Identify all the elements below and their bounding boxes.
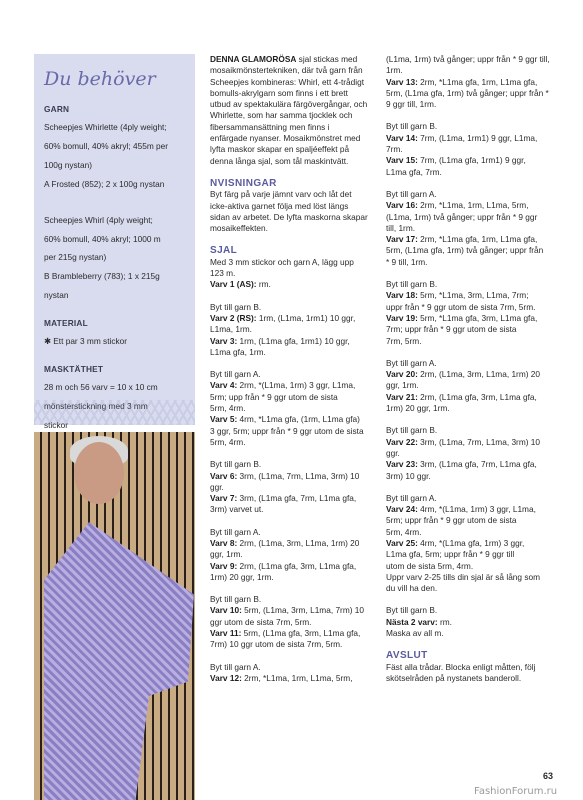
pattern-row [386,369,556,380]
text-line: nystan [44,289,69,300]
pattern-row [386,617,556,628]
row-label: Varv 20: [386,369,418,380]
text-line: mosaikmönstertekniken, där två garn från [210,65,363,76]
garn2-text [44,215,186,301]
yarn-change-note: Byt till garn B. [210,594,262,605]
pattern-row [386,459,556,470]
row-label: Varv 4: [210,380,238,391]
knit-texture-strip [34,400,195,425]
text-line: Scheepjes kombineras: Whirl, ett 4-trådigt [210,76,365,87]
pattern-row [386,392,556,403]
row-label: Varv 24: [386,504,418,515]
row-text: 7rm, (L1ma gfa, 1rm1) 9 ggr, [417,155,526,166]
row-text-line: 7rm, 5rm. [386,335,422,346]
row-text-line: 5rm, 4rm. [210,403,246,414]
row-label: Varv 2 (RS): [210,312,257,323]
row-label: Varv 23: [386,459,418,470]
pattern-row [210,313,378,324]
text-line: stickor [44,419,68,430]
row-text-line: 7rm. [386,144,403,155]
row-text: 3rm, (L1ma gfa, 7rm, L1ma gfa, [237,493,357,504]
pattern-row [386,54,556,65]
row-text-line: 1rm. [386,65,403,76]
sidebar-title: Du behöver [44,68,156,90]
shawl-shape [44,522,194,800]
row-label: Varv 11: [210,628,242,639]
row-text-line: ggr, 1rm. [386,380,419,391]
pattern-row [210,336,378,347]
page-number: 63 [543,771,554,781]
pattern-row [386,290,556,301]
pattern-row [210,493,378,504]
text-line: mönsterstickning med 3 mm [44,400,148,411]
row-text-line: uppr från * 9 ggr utom de sista 7rm, 5rm. [386,301,536,312]
row-text-line: 1rm) 20 ggr, 1rm. [386,403,450,414]
pattern-row [386,200,556,211]
shawl-cast-on [210,257,378,280]
row-label: Nästa 2 varv: [386,616,438,627]
row-text: 2rm, *L1ma gfa, 1rm, L1ma gfa, [417,234,538,245]
row-label: Varv 16: [386,200,418,211]
text-line: icke-aktiva garnet följa med löst längs [210,200,349,211]
row-text-line: (L1ma, 1rm) två gånger; uppr från * 9 ggr [386,211,538,222]
gauge-heading: MASKTÄTHET [44,363,104,374]
text-line: per 215g nystan) [44,252,107,263]
instructions-text [210,189,378,234]
row-label: Varv 18: [386,290,418,301]
pattern-row [386,313,556,324]
row-text-line: utom de sista 5rm, 4rm. [386,560,474,571]
pattern-row [386,504,556,515]
pattern-row [386,155,556,166]
row-text-line: 5rm; upp från * 9 ggr utom de sista [210,391,338,402]
yarn-change-note: Byt till garn B. [210,301,262,312]
yarn-change-note: Byt till garn B. [386,605,438,616]
row-text: rm. [437,616,452,627]
yarn-change-note: Byt till garn A. [210,369,261,380]
intro-first-line [210,54,378,65]
text-line: 60% bomull, 40% akryl; 1000 m [44,233,161,244]
site-watermark: FashionForum.ru [474,786,558,797]
text-line: Byt färg på varje jämnt varv och låt det [210,189,352,200]
text-line: lyfta maskor skapar en spaljéeffekt på [210,144,350,155]
row-text: 3rm, (L1ma, 7rm, L1ma, 3rm) 10 [417,436,541,447]
row-text: 2rm, (L1ma, 3rm, L1ma, 1rm) 20 [237,537,360,548]
row-text-line: * 9 till, 1rm. [386,256,428,267]
row-text: rm. [256,279,271,290]
row-label: Varv 13: [386,76,418,87]
row-text-line: 5rm, 4rm. [386,526,422,537]
row-text-line: L1ma gfa, 7rm. [386,166,442,177]
row-text-line: 3rm) varvet ut. [210,504,264,515]
materials-sidebar [34,54,195,430]
row-text: 2rm, *L1ma, 1rm, L1ma, 5rm, [241,672,353,683]
intro-lead-rest: sjal stickas med [296,54,358,64]
text-line: 28 m och 56 varv = 10 x 10 cm [44,382,158,393]
row-text: 5rm, (L1ma gfa, 3rm, L1ma gfa, [241,628,361,639]
pattern-row [210,279,378,290]
row-label: Varv 15: [386,155,418,166]
col1-rows [210,279,378,684]
pattern-row [386,77,556,88]
row-label: Varv 19: [386,312,418,323]
row-label: Varv 1 (AS): [210,279,257,290]
pattern-row [386,437,556,448]
row-label: Varv 22: [386,436,418,447]
row-label: Varv 10: [210,605,242,616]
column-2 [386,54,556,684]
row-text: 7rm, (L1ma, 1rm1) 9 ggr, L1ma, [417,132,538,143]
yarn-change-note: Byt till garn B. [386,121,438,132]
row-text-line: till, 1rm. [386,222,416,233]
row-text-line: L1ma gfa, 1rm. [210,346,266,357]
text-line: Fäst alla trådar. Blocka enligt måtten, följ [386,661,536,672]
intro-text [210,65,378,167]
row-text-line: 7rm; uppr från * 9 ggr utom de sista [386,324,517,335]
row-text-line: 5rm, (L1ma gfa, 1rm) två gånger; uppr från [386,245,544,256]
yarn-change-note: Byt till garn A. [386,492,437,503]
row-text: 5rm, *L1ma, 3rm, L1ma, 7rm; [417,290,529,301]
text-line: 100g nystan) [44,159,92,170]
row-text: 4rm, *L1ma gfa, (1rm, L1ma gfa) [237,414,360,425]
row-text-line: ggr utom de sista 7rm, 5rm. [210,616,312,627]
pattern-row [210,605,378,616]
row-label: Varv 9: [210,560,238,571]
text-line: skötselråden på nystanets banderoll. [386,672,522,683]
row-text: 4rm, *(L1ma gfa, 1rm) 3 ggr, [417,537,525,548]
yarn-change-note: Byt till garn B. [386,279,438,290]
row-text: 5rm, (L1ma, 3rm, L1ma, 7rm) 10 [241,605,365,616]
model-photo [34,432,195,800]
pattern-row [210,414,378,425]
row-text: 4rm, *(L1ma, 1rm) 3 ggr, L1ma, [417,504,536,515]
text-line: 60% bomull, 40% akryl; 455m per [44,141,169,152]
column-1 [210,54,378,684]
row-text-line: L1ma gfa, 5rm; uppr från * 9 ggr till [386,549,515,560]
pattern-row [210,380,378,391]
yarn-change-note: Byt till garn A. [210,661,261,672]
yarn-change-note: Byt till garn B. [386,425,438,436]
row-text-line: ggr, 1rm. [210,549,243,560]
garn-heading: GARN [44,104,70,114]
yarn-change-note: Byt till garn B. [210,459,262,470]
row-text: (L1ma, 1rm) två gånger; uppr från * 9 ggr till, [386,54,550,64]
row-label: Varv 3: [210,335,238,346]
row-text: 2rm, (L1ma, 3rm, L1ma, 1rm) 20 [417,369,541,380]
row-text: 5rm, *L1ma gfa, 3rm, L1ma gfa, [417,312,538,323]
text-line: Scheepjes Whirlette (4ply weight; [44,122,167,133]
row-text-line: ggr. [386,447,400,458]
face-shape [74,442,124,504]
row-label: Varv 12: [210,672,242,683]
text-line: 123 m. [210,268,236,279]
text-line: fibersammansättning men finns i [210,121,330,132]
row-text: 2rm, *(L1ma, 1rm) 3 ggr, L1ma, [237,380,356,391]
text-line: A Frosted (852); 2 x 100g nystan [44,178,165,189]
row-label: Varv 5: [210,414,238,425]
row-text: 1rm, (L1ma, 1rm1) 10 ggr, [256,312,356,323]
row-text-line: 5rm, (L1ma gfa, 1rm) två gånger; uppr från * [386,87,549,98]
row-text: 3rm, (L1ma, 7rm, L1ma, 3rm) 10 [237,470,360,481]
row-label: Varv 14: [386,132,418,143]
row-label: Varv 6: [210,470,238,481]
row-text: 2rm, (L1ma gfa, 3rm, L1ma gfa, [237,560,357,571]
pattern-row [210,471,378,482]
row-text-line: 3 ggr, 5rm; uppr från * 9 ggr utom de sista [210,425,364,436]
col2-rows [386,54,556,639]
text-line: B Brambleberry (783); 1 x 215g [44,271,160,282]
row-text-line: 5rm; uppr från * 9 ggr utom de sista [386,515,517,526]
text-line: denna långa sjal, som tål maskintvätt. [210,155,349,166]
row-label: Varv 7: [210,493,238,504]
pattern-row [386,133,556,144]
row-text-line: ggr. [210,481,224,492]
row-label: Varv 17: [386,234,418,245]
text-line: Whirlette, som har samma tjocklek och [210,110,353,121]
row-label: Varv 25: [386,537,418,548]
text-line: enfärgade nyanser. Mosaikmönstret med [210,133,361,144]
pattern-row [210,561,378,572]
row-text-line: 5rm, 4rm. [210,436,246,447]
finishing-text [386,662,556,685]
finishing-heading: AVSLUT [386,650,428,662]
pattern-row [386,234,556,245]
row-text-line: 7rm) 10 ggr utom de sista 7rm, 5rm. [210,639,343,650]
row-text: 2rm, (L1ma gfa, 3rm, L1ma gfa, [417,391,537,402]
row-text: 1rm, (L1ma gfa, 1rm1) 10 ggr, [237,335,350,346]
material-heading: MATERIAL [44,317,88,328]
text-line: bomulls-akrylgarn som finns i ett brett [210,87,348,98]
row-text-line: L1ma, 1rm. [210,324,252,335]
yarn-change-note: Byt till garn A. [210,526,261,537]
row-label: Varv 21: [386,391,418,402]
row-text-line: 1rm) 20 ggr, 1rm. [210,571,274,582]
pattern-row [210,538,378,549]
text-line: ✱ Ett par 3 mm stickor [44,336,128,347]
pattern-row [210,673,378,684]
yarn-change-note: Byt till garn A. [386,357,437,368]
yarn-change-note: Byt till garn A. [386,188,437,199]
text-line: Med 3 mm stickor och garn A, lägg upp [210,256,354,267]
row-text-line: Maska av all m. [386,628,444,639]
pattern-row [210,628,378,639]
text-line: utbud av spektakulära färgövergångar, och [210,99,368,110]
row-label: Varv 8: [210,537,238,548]
instructions-heading: NVISNINGAR [210,177,277,189]
row-text-line: Uppr varv 2-25 tills din sjal är så lång som [386,571,541,582]
row-text: 3rm, (L1ma gfa, 7rm, L1ma gfa, [417,459,537,470]
row-text-line: du vill ha den. [386,583,438,594]
material-text [44,336,186,347]
row-text: 2rm, *L1ma gfa, 1rm, L1ma gfa, [417,76,538,87]
pattern-row [386,538,556,549]
row-text: 2rm, *L1ma, 1rm, L1ma, 5rm, [417,200,529,211]
text-line: sidan av arbetet. De lyfta maskorna skapar [210,211,368,222]
garn-text [44,122,186,189]
text-line: mosaikeffekten. [210,223,268,234]
row-text-line: 9 ggr till, 1rm. [386,99,437,110]
text-line: Scheepjes Whirl (4ply weight; [44,214,153,225]
row-text-line: 3rm) 10 ggr. [386,470,431,481]
shawl-heading: SJAL [210,245,238,257]
intro-lead: DENNA GLAMORÖSA [210,54,297,64]
